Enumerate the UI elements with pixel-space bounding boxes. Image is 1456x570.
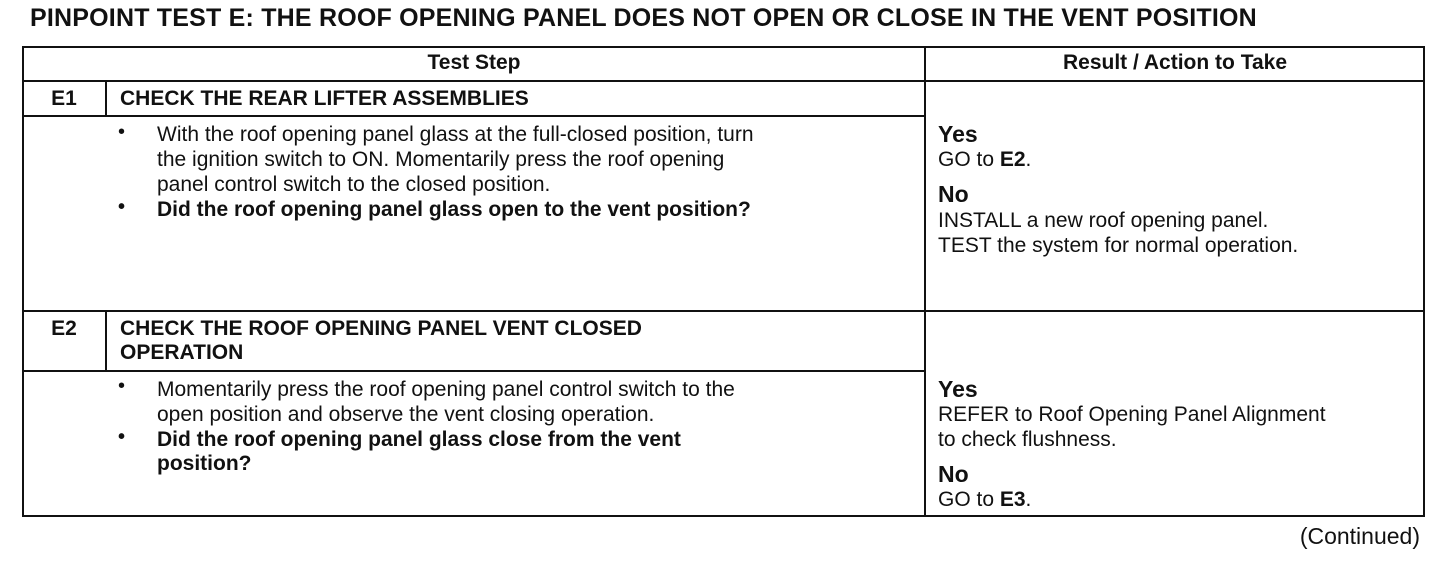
e1-question: Did the roof opening panel glass open to the vent position? [157, 198, 751, 221]
header-divider [23, 80, 1424, 82]
e1-instruction-line: the ignition switch to ON. Momentarily press the roof opening [157, 148, 725, 171]
e2-instruction-line: open position and observe the vent closing operation. [157, 403, 655, 426]
e1-no-label: No [938, 181, 969, 207]
e2-no-label: No [938, 461, 969, 487]
e2-question: position? [157, 452, 252, 475]
step-id-e1: E1 [51, 87, 77, 110]
page-title: PINPOINT TEST E: THE ROOF OPENING PANEL DOES NOT OPEN OR CLOSE IN THE VENT POSITION [30, 4, 1257, 32]
bullet-marker: • [118, 121, 126, 143]
bullet-marker: • [118, 196, 126, 218]
continued-label: (Continued) [1299, 523, 1420, 549]
step-heading-e1: CHECK THE REAR LIFTER ASSEMBLIES [120, 87, 529, 110]
bullet-marker: • [118, 375, 126, 397]
e2-yes-action: to check flushness. [938, 428, 1117, 451]
e1-instruction-line: panel control switch to the closed position. [157, 173, 551, 196]
step-heading-e2: CHECK THE ROOF OPENING PANEL VENT CLOSED [120, 317, 642, 340]
step-id-e2: E2 [51, 317, 77, 340]
e1-yes-label: Yes [938, 121, 978, 147]
e1-heading-divider [23, 115, 925, 117]
e2-yes-label: Yes [938, 376, 978, 402]
bullet-marker: • [118, 426, 126, 448]
e1-no-action: INSTALL a new roof opening panel. [938, 209, 1269, 232]
step-heading-e2: OPERATION [120, 341, 244, 364]
e1-no-action: TEST the system for normal operation. [938, 234, 1299, 257]
e1-id-divider [105, 81, 107, 116]
header-result: Result / Action to Take [1062, 51, 1288, 74]
header-test-step: Test Step [427, 51, 521, 74]
e2-heading-divider [23, 370, 925, 372]
e2-question: Did the roof opening panel glass close from the vent [157, 428, 681, 451]
e2-no-action: GO to E3. [938, 488, 1032, 511]
e2-yes-action: REFER to Roof Opening Panel Alignment [938, 403, 1326, 426]
e1-instruction-line: With the roof opening panel glass at the full-closed position, turn [157, 123, 754, 146]
e2-id-divider [105, 311, 107, 371]
column-divider [924, 47, 926, 516]
step-divider [23, 310, 1424, 312]
e1-yes-action: GO to E2. [938, 148, 1032, 171]
e2-instruction-line: Momentarily press the roof opening panel control switch to the [157, 378, 735, 401]
